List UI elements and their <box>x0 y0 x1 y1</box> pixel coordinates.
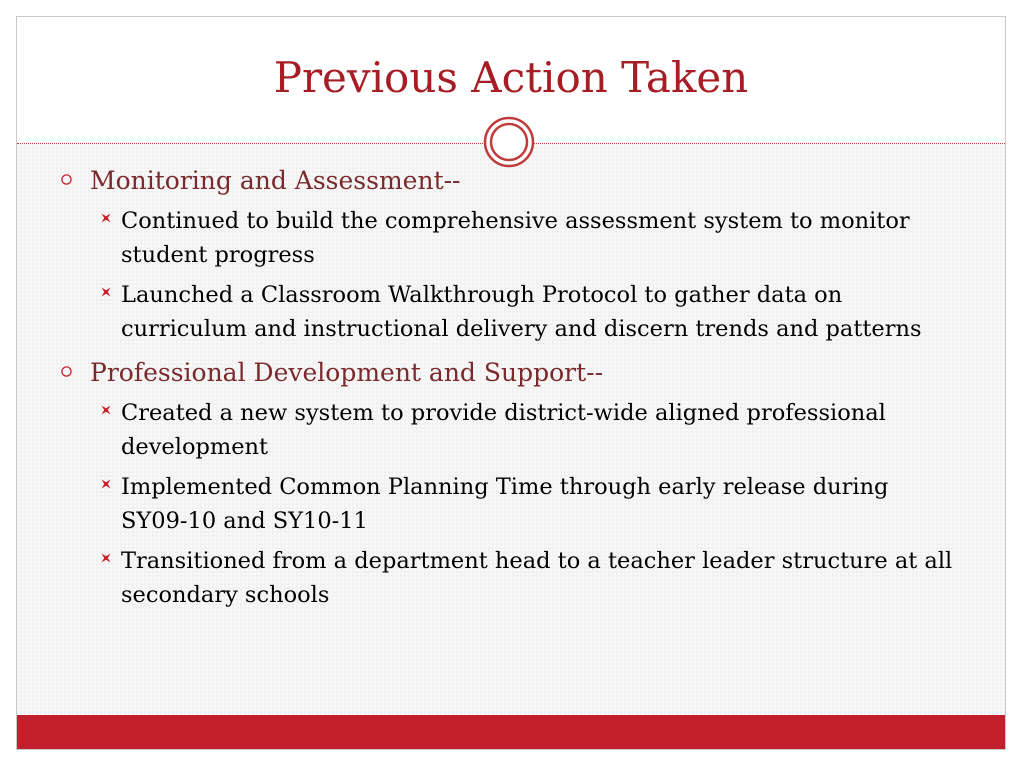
x-star-icon <box>100 478 112 490</box>
x-star-icon <box>100 212 112 224</box>
x-star-icon <box>100 552 112 564</box>
list-item-text: Created a new system to provide district-wide aligned professional development <box>121 400 886 460</box>
section-heading-monitoring <box>60 164 960 198</box>
circle-outline-icon <box>61 174 72 185</box>
x-star-icon <box>100 286 112 298</box>
section-heading-text: Professional Development and Support-- <box>90 358 604 387</box>
circle-outline-icon <box>61 366 72 377</box>
list-item-text: Continued to build the comprehensive assessment system to monitor student progress <box>121 208 910 268</box>
list-item <box>60 278 960 346</box>
section-heading-text: Monitoring and Assessment-- <box>90 166 461 195</box>
section-heading-professional-development <box>60 356 960 390</box>
list-item-text: Transitioned from a department head to a teacher leader structure at all secondary schools <box>121 548 953 608</box>
footer-bar <box>17 715 1005 749</box>
list-item <box>60 544 960 612</box>
list-item-text: Launched a Classroom Walkthrough Protocol to gather data on curriculum and instructional delivery and discern trends and patterns <box>121 282 922 342</box>
x-star-icon <box>100 404 112 416</box>
slide-title: Previous Action Taken <box>273 53 749 102</box>
list-item <box>60 204 960 272</box>
slide-content <box>60 164 960 612</box>
list-item <box>60 396 960 464</box>
list-item-text: Implemented Common Planning Time through early release during SY09-10 and SY10-11 <box>121 474 889 534</box>
list-item <box>60 470 960 538</box>
double-ring-ornament-icon <box>483 116 535 168</box>
